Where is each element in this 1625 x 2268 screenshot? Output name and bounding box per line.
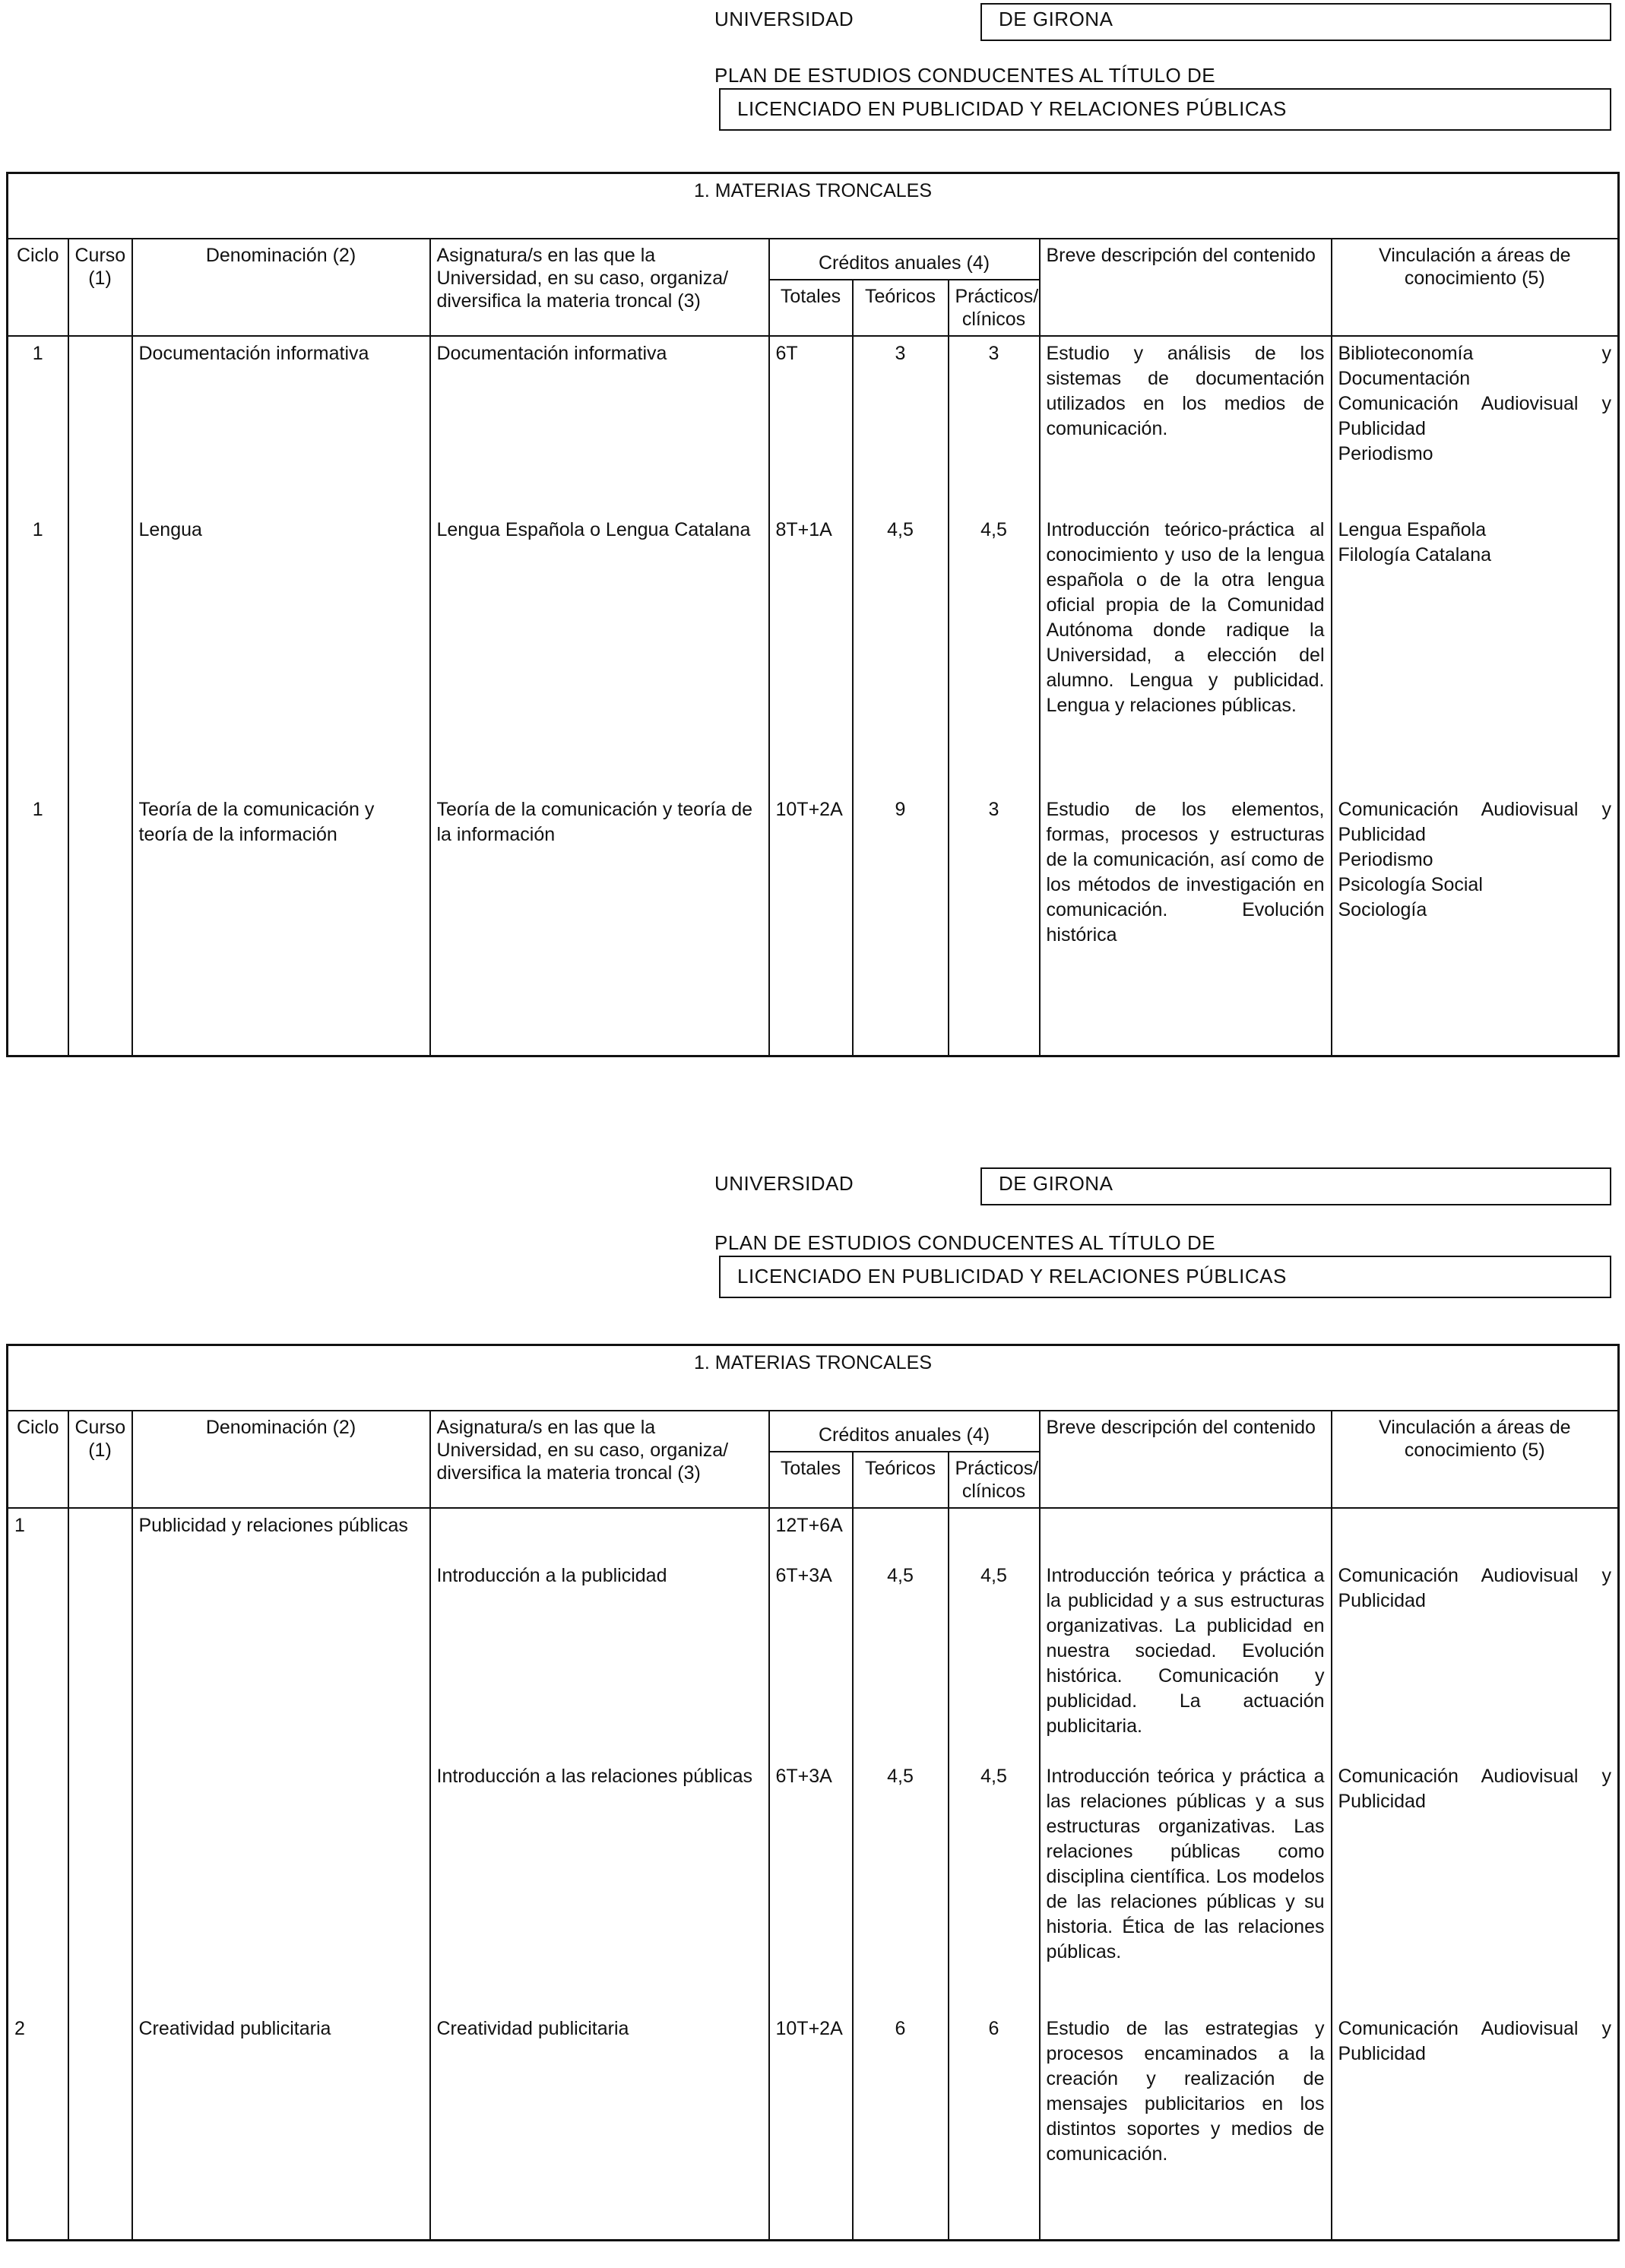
- cell-teoricos: 4,5: [853, 1760, 949, 2012]
- cell-vinculacion: Comunicación Audiovisual y Publicidad Periodismo Psicología Social Sociología: [1332, 793, 1619, 1056]
- plan-label: PLAN DE ESTUDIOS CONDUCENTES AL TÍTULO DE: [714, 64, 1216, 87]
- header-teoricos: Teóricos: [853, 280, 949, 336]
- cell-practicos: 4,5: [949, 513, 1040, 793]
- header-creditos: Créditos anuales (4): [769, 239, 1040, 280]
- header-asignatura: Asignatura/s en las que la Universidad, en su caso, organiza/ diversifica la materia troncal (3): [430, 1411, 769, 1508]
- table-row: [8, 513, 1619, 793]
- cell-descripcion: [1040, 1509, 1332, 1559]
- cell-totales: 12T+6A: [769, 1509, 853, 1559]
- cell-curso: [68, 1509, 132, 1559]
- university-value: DE GIRONA: [980, 3, 1611, 41]
- header-ciclo: Ciclo: [8, 239, 68, 336]
- cell-descripcion: Estudio de las estrategias y procesos encaminados a la creación y realización de mensajes publicitarios en los distintos soportes y medios de comunicación.: [1040, 2012, 1332, 2240]
- cell-totales: 6T+3A: [769, 1760, 853, 2012]
- table-title: 1. MATERIAS TRONCALES: [8, 1345, 1619, 1411]
- cell-practicos: [949, 1509, 1040, 1559]
- cell-ciclo: 1: [8, 337, 68, 513]
- cell-curso: [68, 337, 132, 513]
- header-vinculacion: Vinculación a áreas de conocimiento (5): [1332, 1411, 1619, 1508]
- cell-teoricos: 4,5: [853, 1559, 949, 1760]
- cell-teoricos: 9: [853, 793, 949, 1056]
- header-practicos: Prácticos/ clínicos: [949, 1452, 1040, 1508]
- table-row: [8, 337, 1619, 513]
- cell-asignatura: Lengua Española o Lengua Catalana: [430, 513, 769, 793]
- cell-descripcion: Introducción teórico-práctica al conocimiento y uso de la lengua española o de la otra lengua oficial propia de la Comunidad Autónoma donde radique la Universidad, a elección del alumno. Lengua y publicidad. Lengua y relaciones públicas.: [1040, 513, 1332, 793]
- header-curso: Curso (1): [68, 239, 132, 336]
- table-row: [8, 1509, 1619, 1559]
- cell-teoricos: 3: [853, 337, 949, 513]
- cell-totales: 10T+2A: [769, 2012, 853, 2240]
- cell-asignatura: Introducción a las relaciones públicas: [430, 1760, 769, 2012]
- cell-ciclo: 1: [8, 793, 68, 1056]
- cell-ciclo: [8, 1559, 68, 1760]
- cell-denominacion: Lengua: [132, 513, 430, 793]
- cell-practicos: 6: [949, 2012, 1040, 2240]
- cell-practicos: 4,5: [949, 1559, 1040, 1760]
- header-curso: Curso (1): [68, 1411, 132, 1508]
- cell-curso: [68, 2012, 132, 2240]
- university-label: UNIVERSIDAD: [714, 8, 854, 30]
- cell-denominacion: Creatividad publicitaria: [132, 2012, 430, 2240]
- header-totales: Totales: [769, 280, 853, 336]
- header-denominacion: Denominación (2): [132, 239, 430, 336]
- cell-totales: 6T: [769, 337, 853, 513]
- cell-descripcion: Estudio y análisis de los sistemas de documentación utilizados en los medios de comunicación.: [1040, 337, 1332, 513]
- cell-curso: [68, 1559, 132, 1760]
- cell-asignatura: Teoría de la comunicación y teoría de la información: [430, 793, 769, 1056]
- cell-ciclo: 1: [8, 1509, 68, 1559]
- cell-descripcion: Introducción teórica y práctica a las relaciones públicas y a sus estructuras organizativas. Las relaciones públicas como disciplina científica. Los modelos de las relaciones públicas y su historia. Ética de las relaciones públicas.: [1040, 1760, 1332, 2012]
- cell-vinculacion: [1332, 1509, 1619, 1559]
- university-label: UNIVERSIDAD: [714, 1172, 854, 1195]
- cell-denominacion: Teoría de la comunicación y teoría de la información: [132, 793, 430, 1056]
- header-ciclo: Ciclo: [8, 1411, 68, 1508]
- cell-vinculacion: Biblioteconomía y Documentación Comunicación Audiovisual y Publicidad Periodismo: [1332, 337, 1619, 513]
- cell-teoricos: 4,5: [853, 513, 949, 793]
- cell-descripcion: Estudio de los elementos, formas, procesos y estructuras de la comunicación, así como de los métodos de investigación en comunicación. Evolución histórica: [1040, 793, 1332, 1056]
- cell-teoricos: [853, 1509, 949, 1559]
- table-row: [8, 793, 1619, 1056]
- header-teoricos: Teóricos: [853, 1452, 949, 1508]
- cell-vinculacion: Comunicación Audiovisual y Publicidad: [1332, 1559, 1619, 1760]
- cell-asignatura: Introducción a la publicidad: [430, 1559, 769, 1760]
- cell-vinculacion: Comunicación Audiovisual y Publicidad: [1332, 2012, 1619, 2240]
- materias-table: [6, 1344, 1620, 2241]
- university-value: DE GIRONA: [980, 1167, 1611, 1205]
- cell-vinculacion: Lengua Española Filología Catalana: [1332, 513, 1619, 793]
- cell-practicos: 3: [949, 337, 1040, 513]
- table-row: [8, 2012, 1619, 2240]
- cell-asignatura: Creatividad publicitaria: [430, 2012, 769, 2240]
- cell-totales: 6T+3A: [769, 1559, 853, 1760]
- plan-label: PLAN DE ESTUDIOS CONDUCENTES AL TÍTULO DE: [714, 1231, 1216, 1254]
- cell-practicos: 3: [949, 793, 1040, 1056]
- header-totales: Totales: [769, 1452, 853, 1508]
- header-creditos: Créditos anuales (4): [769, 1411, 1040, 1452]
- cell-curso: [68, 513, 132, 793]
- cell-ciclo: [8, 1760, 68, 2012]
- cell-ciclo: 2: [8, 2012, 68, 2240]
- cell-totales: 8T+1A: [769, 513, 853, 793]
- cell-asignatura: Documentación informativa: [430, 337, 769, 513]
- cell-teoricos: 6: [853, 2012, 949, 2240]
- header-denominacion: Denominación (2): [132, 1411, 430, 1508]
- cell-vinculacion: Comunicación Audiovisual y Publicidad: [1332, 1760, 1619, 2012]
- header-practicos: Prácticos/ clínicos: [949, 280, 1040, 336]
- cell-curso: [68, 793, 132, 1056]
- cell-ciclo: 1: [8, 513, 68, 793]
- header-vinculacion: Vinculación a áreas de conocimiento (5): [1332, 239, 1619, 336]
- cell-practicos: 4,5: [949, 1760, 1040, 2012]
- materias-table: [6, 172, 1620, 1057]
- cell-totales: 10T+2A: [769, 793, 853, 1056]
- cell-denominacion: Documentación informativa: [132, 337, 430, 513]
- header-descripcion: Breve descripción del contenido: [1040, 239, 1332, 336]
- plan-value: LICENCIADO EN PUBLICIDAD Y RELACIONES PÚBLICAS: [719, 1256, 1611, 1298]
- cell-asignatura: [430, 1509, 769, 1559]
- cell-denominacion: Publicidad y relaciones públicas: [132, 1509, 430, 2012]
- header-asignatura: Asignatura/s en las que la Universidad, en su caso, organiza/ diversifica la materia troncal (3): [430, 239, 769, 336]
- table-title: 1. MATERIAS TRONCALES: [8, 173, 1619, 239]
- cell-curso: [68, 1760, 132, 2012]
- cell-descripcion: Introducción teórica y práctica a la publicidad y a sus estructuras organizativas. La publicidad en nuestra sociedad. Evolución histórica. Comunicación y publicidad. La actuación publicitaria.: [1040, 1559, 1332, 1760]
- header-descripcion: Breve descripción del contenido: [1040, 1411, 1332, 1508]
- plan-value: LICENCIADO EN PUBLICIDAD Y RELACIONES PÚBLICAS: [719, 88, 1611, 131]
